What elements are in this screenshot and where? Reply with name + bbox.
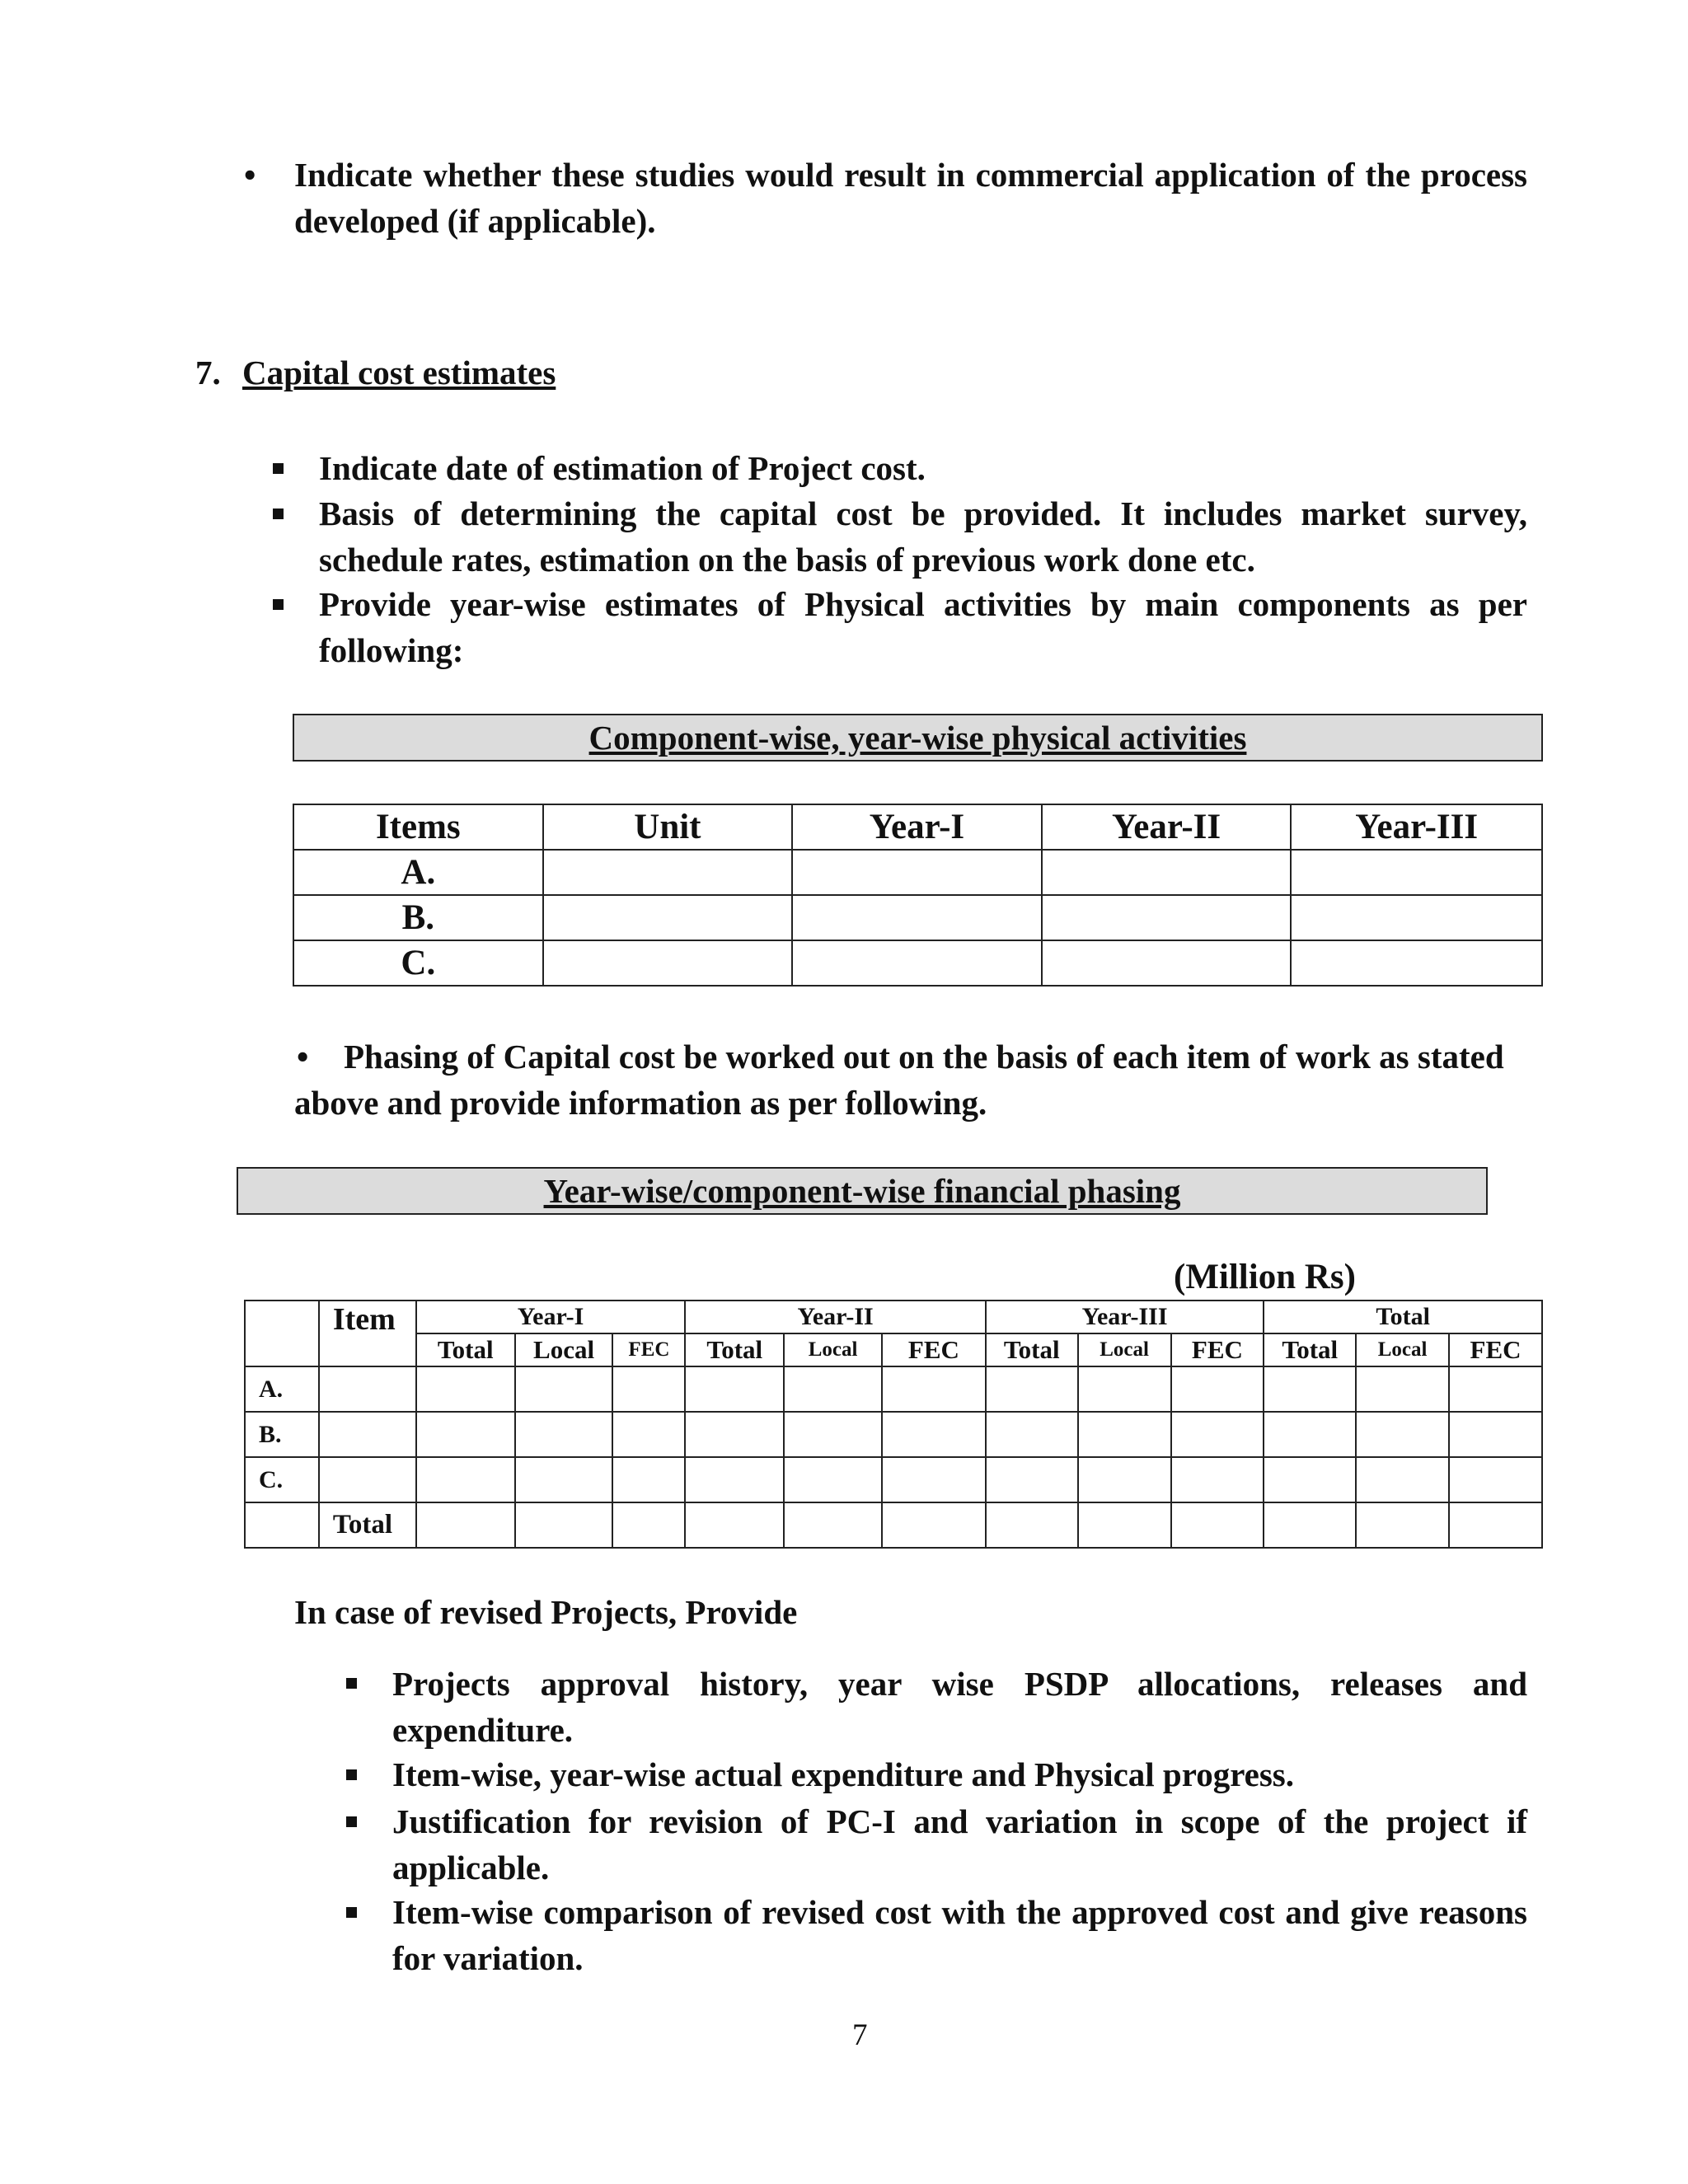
bullet-dot: • xyxy=(244,156,256,194)
corner-cell xyxy=(245,1301,319,1366)
table-row xyxy=(293,940,1542,986)
year-1-header: Year-I xyxy=(416,1301,686,1333)
cell xyxy=(543,895,793,940)
blank-cell xyxy=(245,1502,319,1548)
table1-caption xyxy=(293,714,1543,762)
section-heading xyxy=(195,353,556,392)
total-header: Total xyxy=(1264,1301,1542,1333)
sq-bullet-text: Basis of determining the capital cost be provided. It includes market survey, schedule rates, estimation on the basis of previous work done etc. xyxy=(319,494,1527,579)
square-bullet-icon xyxy=(346,1769,357,1780)
square-bullet-icon xyxy=(346,1907,357,1918)
table2-caption-text: Year-wise/component-wise financial phasing xyxy=(543,1172,1181,1210)
page-number: 7 xyxy=(852,2018,868,2052)
square-bullet-icon xyxy=(273,509,284,519)
sub-header-total: Total xyxy=(986,1333,1078,1366)
square-bullet-icon xyxy=(273,463,284,474)
sub-header-total: Total xyxy=(416,1333,515,1366)
cell xyxy=(1042,895,1292,940)
table-row xyxy=(293,850,1542,895)
row-label: A. xyxy=(245,1366,319,1412)
cell xyxy=(543,940,793,986)
sq-bullet-text: Indicate date of estimation of Project cost. xyxy=(319,449,926,487)
row-label: B. xyxy=(245,1412,319,1457)
revised-bullet-text: Projects approval history, year wise PSDP allocations, releases and expenditure. xyxy=(392,1665,1527,1749)
item-header: Item xyxy=(319,1301,416,1366)
cell xyxy=(792,850,1042,895)
revised-bullet-text: Item-wise, year-wise actual expenditure and Physical progress. xyxy=(392,1755,1295,1793)
table1-caption-text: Component-wise, year-wise physical activities xyxy=(588,719,1247,757)
sub-header-local: Local xyxy=(515,1333,613,1366)
cell xyxy=(1291,850,1542,895)
table-header-row xyxy=(293,804,1542,850)
row-label: C. xyxy=(245,1457,319,1502)
sub-header-local: Local xyxy=(1078,1333,1171,1366)
cell xyxy=(1042,850,1292,895)
total-row xyxy=(245,1502,1542,1548)
cell xyxy=(1042,940,1292,986)
header-items: Items xyxy=(293,804,543,850)
sub-header-total: Total xyxy=(1264,1333,1356,1366)
sub-header-fec: FEC xyxy=(1449,1333,1542,1366)
physical-activities-table xyxy=(293,804,1543,987)
table-row xyxy=(245,1457,1542,1502)
sq-bullet-text: Provide year-wise estimates of Physical activities by main components as per following: xyxy=(319,585,1527,669)
header-year-3: Year-III xyxy=(1291,804,1542,850)
year-3-header: Year-III xyxy=(986,1301,1264,1333)
bullet-text: Indicate whether these studies would result in commercial application of the process developed (if applicable). xyxy=(294,156,1527,240)
cell xyxy=(1291,895,1542,940)
revised-intro: In case of revised Projects, Provide xyxy=(294,1593,798,1631)
year-header-row xyxy=(245,1301,1542,1333)
sub-header-fec: FEC xyxy=(882,1333,986,1366)
unit-label: (Million Rs) xyxy=(1174,1258,1356,1296)
sub-header-row xyxy=(245,1333,1542,1366)
sub-header-fec: FEC xyxy=(612,1333,685,1366)
header-year-1: Year-I xyxy=(792,804,1042,850)
table2-caption xyxy=(237,1167,1488,1215)
sub-header-fec: FEC xyxy=(1171,1333,1264,1366)
table-row xyxy=(245,1412,1542,1457)
row-label: B. xyxy=(293,895,543,940)
square-bullet-icon xyxy=(346,1816,357,1827)
cell xyxy=(792,940,1042,986)
row-label: C. xyxy=(293,940,543,986)
financial-phasing-table xyxy=(244,1300,1543,1549)
sub-header-total: Total xyxy=(685,1333,784,1366)
section-title: Capital cost estimates xyxy=(242,354,556,391)
cell xyxy=(543,850,793,895)
bullet-dot: • xyxy=(297,1038,309,1076)
cell xyxy=(1291,940,1542,986)
header-unit: Unit xyxy=(543,804,793,850)
sub-header-local: Local xyxy=(1356,1333,1449,1366)
total-row-label: Total xyxy=(319,1502,416,1548)
header-year-2: Year-II xyxy=(1042,804,1292,850)
table-row xyxy=(293,895,1542,940)
section-number: 7. xyxy=(195,354,221,391)
cell xyxy=(792,895,1042,940)
sub-header-local: Local xyxy=(784,1333,882,1366)
revised-bullet-text: Justification for revision of PC-I and variation in scope of the project if applicable. xyxy=(392,1802,1527,1886)
year-2-header: Year-II xyxy=(685,1301,985,1333)
square-bullet-icon xyxy=(273,599,284,610)
table-row xyxy=(245,1366,1542,1412)
phasing-bullet-text: Phasing of Capital cost be worked out on the basis of each item of work as stated above and provide information as per following. xyxy=(294,1038,1504,1122)
row-label: A. xyxy=(293,850,543,895)
square-bullet-icon xyxy=(346,1678,357,1689)
revised-bullet-text: Item-wise comparison of revised cost with the approved cost and give reasons for variation. xyxy=(392,1893,1527,1977)
